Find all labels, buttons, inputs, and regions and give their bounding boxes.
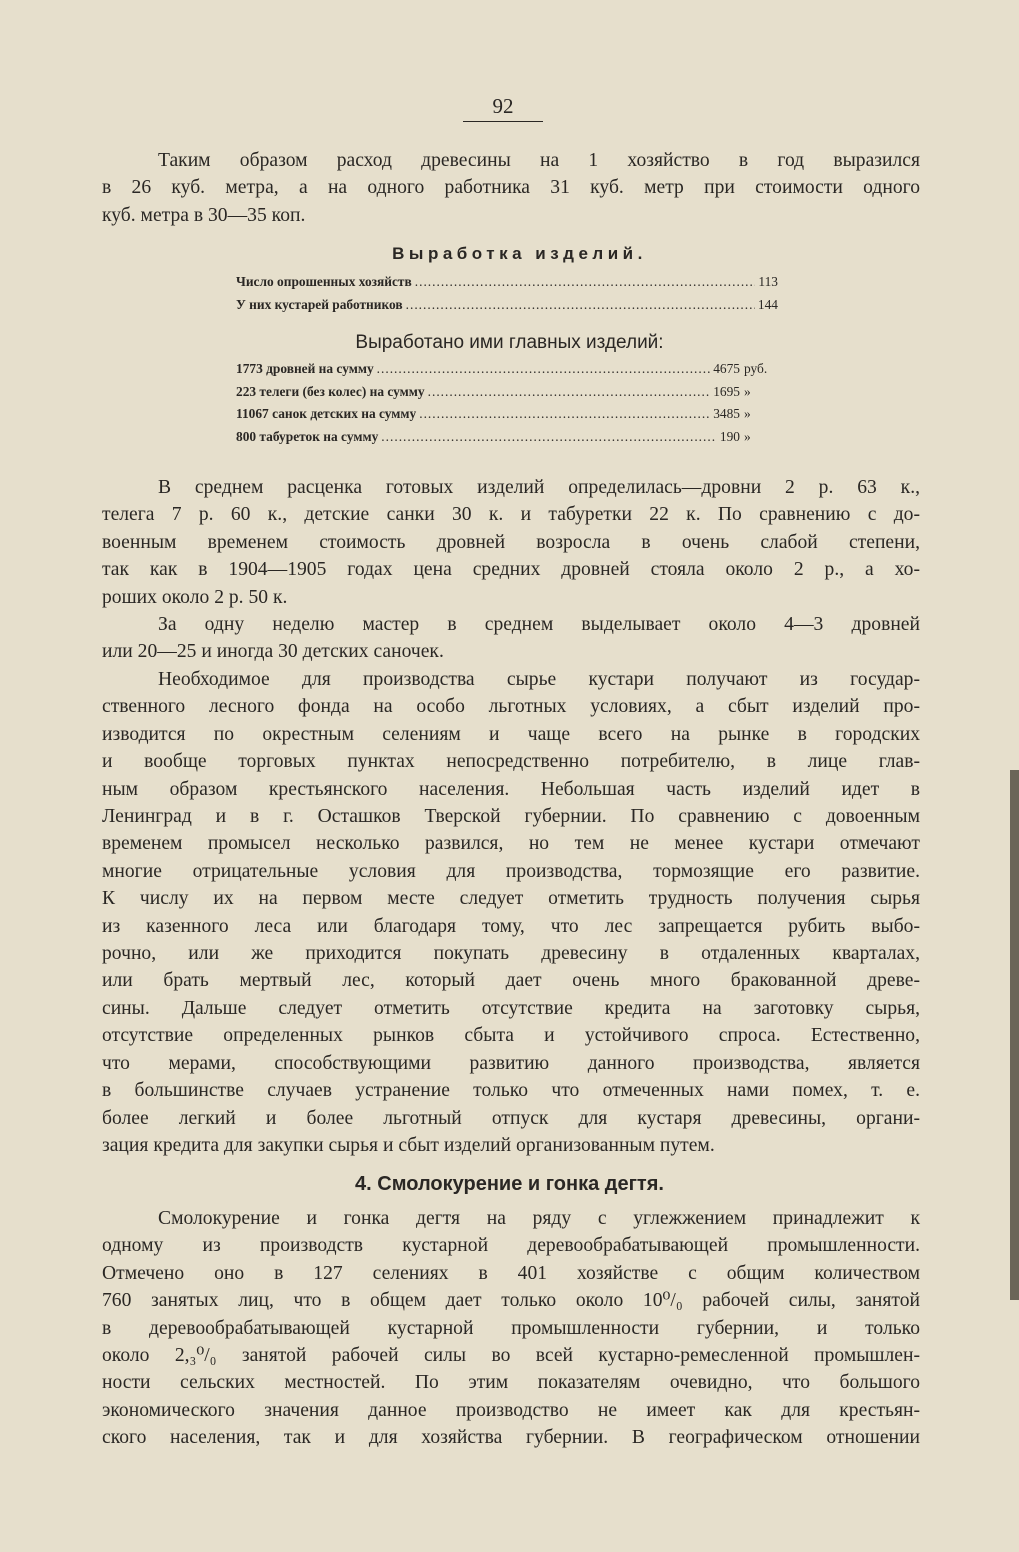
page-edge-shadow	[1010, 770, 1019, 1300]
prices-paragraph	[102, 474, 920, 611]
text-line: Ленинград и в г. Осташков Тверской губернии. По сравнению с довоенным	[102, 806, 920, 828]
text-line: телега 7 р. 60 к., детские санки 30 к. и табуретки 22 к. По сравнению с до-	[102, 504, 920, 526]
text-line: временем промысел несколько развился, но тем не менее кустари отмечают	[102, 833, 920, 855]
survey-row	[236, 274, 778, 297]
text-line: одному из производств кустарной деревообрабатывающей промышленности.	[102, 1235, 920, 1257]
text-line: из казенного леса или благодаря тому, что лес запрещается рубить выбо-	[102, 915, 920, 937]
text-line: ского населения, так и для хозяйства губернии. В географическом отношении	[102, 1427, 920, 1449]
survey-row	[236, 297, 778, 320]
product-row	[236, 429, 778, 452]
text-line: около 2,₃⁰/₀ занятой рабочей силы во всей кустарно-ремесленной промышлен-	[102, 1345, 920, 1367]
product-row	[236, 361, 778, 384]
text-line: или брать мертвый лес, который дает очень много бракованной древе-	[102, 970, 920, 992]
text-line: изводится по окрестным селениям и чаще всего на рынке в городских	[102, 723, 920, 745]
leader-dots	[428, 384, 711, 400]
text-line: что мерами, способствующими развитию данного производства, является	[102, 1052, 920, 1074]
leader-dots	[377, 361, 711, 377]
product-unit: »	[744, 406, 751, 422]
intro-paragraph	[102, 147, 920, 229]
product-row	[236, 406, 778, 429]
product-unit: руб.	[744, 361, 768, 376]
text-line: В среднем расценка готовых изделий определилась—дровни 2 р. 63 к.,	[158, 477, 920, 498]
text-line: многие отрицательные условия для производства, тормозящие его развитие.	[102, 860, 920, 882]
product-label: 800 табуреток на сумму	[236, 428, 379, 444]
raw-material-paragraph	[102, 666, 920, 1159]
text-line: более легкий и более льготный отпуск для кустаря древесины, органи-	[102, 1107, 920, 1129]
week-paragraph	[102, 611, 920, 666]
survey-value: 113	[758, 274, 778, 289]
survey-table	[236, 274, 778, 319]
product-value: 190	[719, 428, 740, 444]
survey-label: У них кустарей работников	[236, 296, 403, 312]
text-line: в большинстве случаев устранение только что отмеченных нами помех, т. е.	[102, 1080, 920, 1102]
product-row	[236, 384, 778, 407]
product-label: 1773 дровней на сумму	[236, 361, 374, 376]
text-line: ственного лесного фонда на особо льготных условиях, а сбыт изделий про-	[102, 696, 920, 718]
text-line: За одну неделю мастер в среднем выделывает около 4—3 дровней	[158, 614, 920, 635]
product-unit: »	[744, 383, 751, 399]
leader-dots	[415, 274, 756, 290]
text-line: Отмечено оно в 127 селениях в 401 хозяйстве с общим количеством	[102, 1262, 920, 1284]
page-number: 92	[463, 94, 543, 122]
text-line: куб. метра в 30—35 коп.	[102, 204, 306, 226]
product-unit: »	[744, 428, 751, 444]
text-line: экономического значения данное производство не имеет как для крестьян-	[102, 1399, 920, 1421]
product-label: 11067 санок детских на сумму	[236, 406, 417, 422]
text-line: роших около 2 р. 50 к.	[102, 586, 288, 608]
leader-dots	[419, 406, 710, 422]
survey-label: Число опрошенных хозяйств	[236, 274, 412, 289]
text-line: или 20—25 и иногда 30 детских саночек.	[102, 641, 444, 663]
product-value: 3485	[713, 406, 740, 422]
text-line: рочно, или же приходится покупать древесину в отдаленных кварталах,	[102, 943, 920, 965]
text-line: ности сельских местностей. По этим показателям очевидно, что большого	[102, 1372, 920, 1394]
text-line: сины. Дальше следует отметить отсутствие кредита на заготовку сырья,	[102, 997, 920, 1019]
products-heading: Выработано ими главных изделий:	[355, 332, 664, 353]
text-line: Таким образом расход древесины на 1 хозяйство в год выразился	[158, 150, 920, 171]
text-line: военным временем стоимость дровней возросла в очень слабой степени,	[102, 531, 920, 553]
section-heading: 4. Смолокурение и гонка дегтя.	[355, 1173, 664, 1195]
text-line: в 26 куб. метра, а на одного работника 31 куб. метр при стоимости одного	[102, 177, 920, 199]
products-table	[236, 361, 778, 451]
text-line: так как в 1904—1905 годах цена средних дровней стояла около 2 р., а хо-	[102, 559, 920, 581]
text-line: ным образом крестьянского населения. Небольшая часть изделий идет в	[102, 778, 920, 800]
text-line: Смолокурение и гонка дегтя на ряду с углежжением принадлежит к	[158, 1208, 920, 1229]
text-line: в деревообрабатывающей кустарной промышленности губернии, и только	[102, 1317, 920, 1339]
text-line: и вообще торговых пунктах непосредственно потребителю, в лице глав-	[102, 751, 920, 773]
text-line: отсутствие определенных рынков сбыта и устойчивого спроса. Естественно,	[102, 1025, 920, 1047]
tar-paragraph	[102, 1205, 920, 1452]
text-line: 760 занятых лиц, что в общем дает только около 10⁰/₀ рабочей силы, занятой	[102, 1290, 920, 1312]
product-label: 223 телеги (без колес) на сумму	[236, 383, 425, 399]
text-line: зация кредита для закупки сырья и сбыт изделий организованным путем.	[102, 1134, 715, 1156]
leader-dots	[406, 297, 755, 313]
text-line: Необходимое для производства сырье кустари получают из государ-	[158, 669, 920, 690]
product-value: 4675	[713, 361, 740, 376]
text-line: К числу их на первом месте следует отметить трудность получения сырья	[102, 888, 920, 910]
production-heading: Выработка изделий.	[392, 244, 647, 263]
product-value: 1695	[713, 383, 740, 399]
leader-dots	[381, 429, 717, 445]
survey-value: 144	[757, 296, 778, 312]
